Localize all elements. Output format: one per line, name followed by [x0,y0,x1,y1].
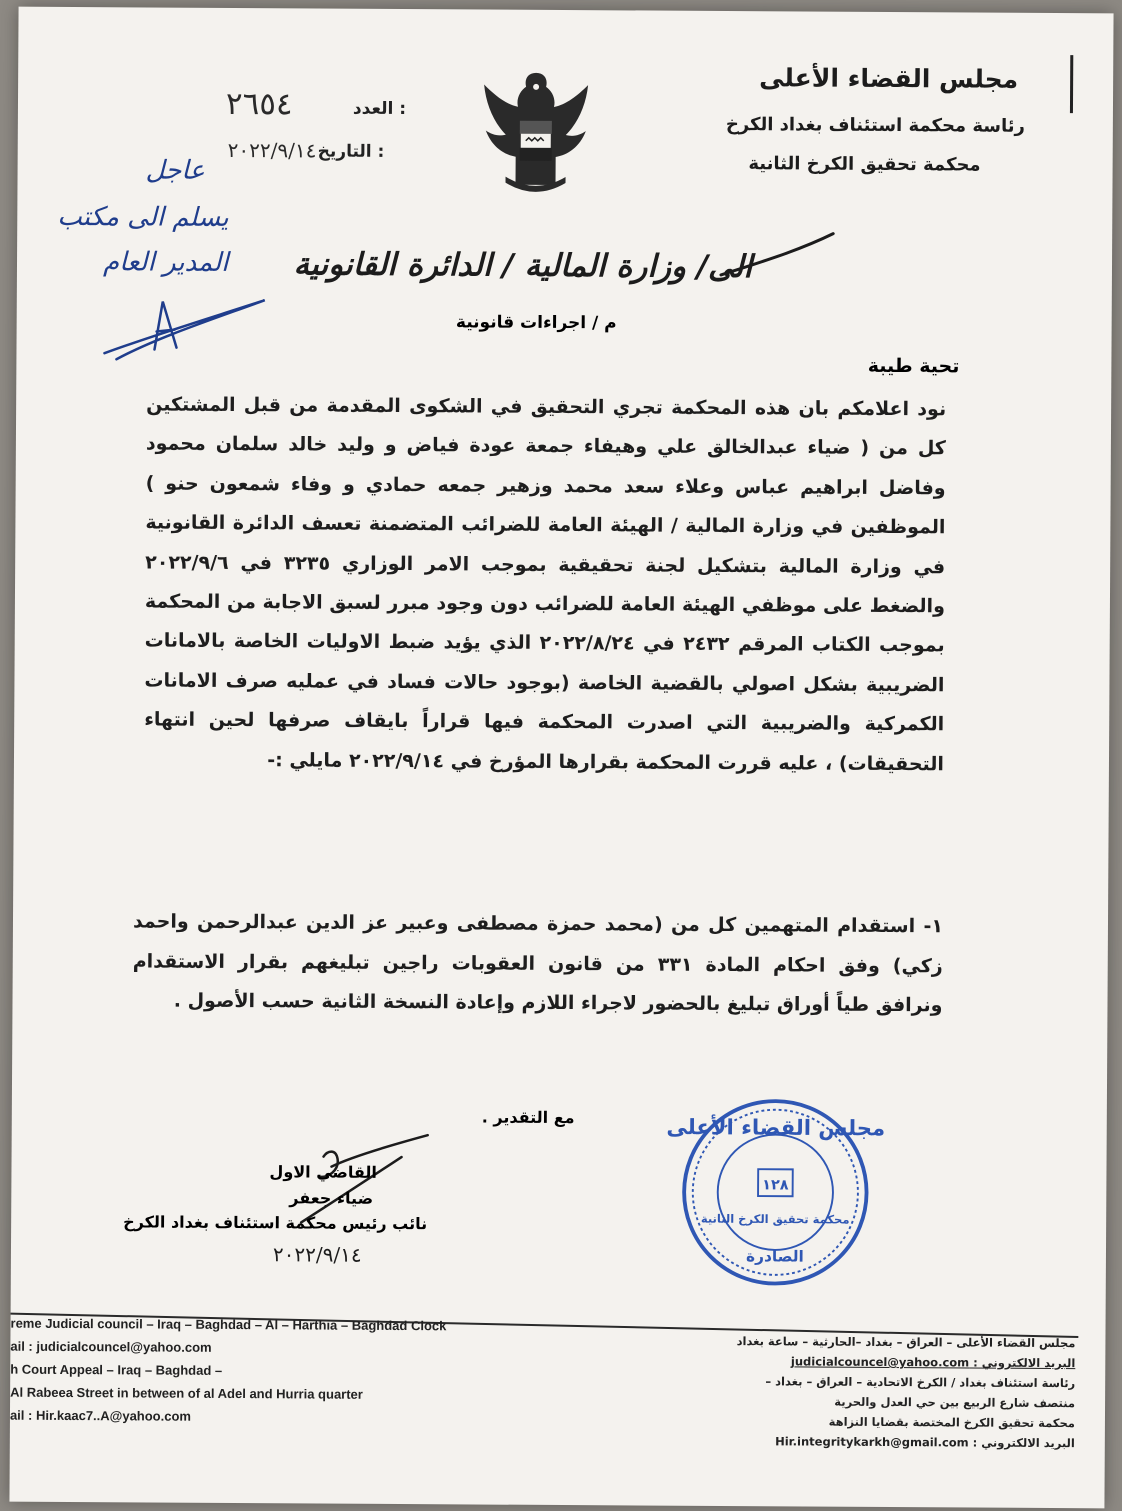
document-page [9,7,1113,1509]
footer-en-line5: ail : Hir.kaac7..A@yahoo.com [9,1407,192,1424]
signature-date: ٢٠٢٢/٩/١٤ [272,1242,362,1267]
footer-ar-line4: منتصف شارع الربيع بين حي العدل والحرية [834,1394,1076,1411]
footer-ar-line5: محكمة تحقيق الكرخ المختصة بقضايا النزاهة [828,1414,1075,1431]
handwritten-urgent: عاجل [145,155,205,186]
stamp-inner-text: محكمة تحقيق الكرخ الثانية [700,1211,850,1227]
date-label: التاريخ : [317,141,385,162]
stamp-bottom-text: الصادرة [746,1247,804,1266]
decision-items [132,902,943,1025]
addressee: الى/ وزارة المالية / الدائرة القانونية [293,246,753,286]
footer-english [10,1312,551,1430]
subject: م / اجراءات قانونية [455,312,617,334]
court-name-line1: رئاسة محكمة استئناف بغداد الكرخ [725,113,1025,137]
closing-regards: مع التقدير . [481,1107,575,1128]
iraq-eagle-emblem [475,64,596,200]
signer-position: نائب رئيس محكمة استئناف بغداد الكرخ [123,1212,428,1234]
footer-en-line1: reme Judicial council – Iraq – Baghdad – Al – Harthia – Baghdad Clock [10,1315,447,1334]
number-label: العدد : [352,98,407,120]
handwritten-deliver: يسلم الى مكتب [57,201,229,233]
signer-name: ضياء جعفر [289,1188,374,1208]
edge-mark [1070,55,1073,113]
number-value: ٢٦٥٤ [225,85,293,123]
footer-en-line3: h Court Appeal – Iraq – Baghdad – [10,1361,223,1378]
footer-arabic [605,1330,1076,1453]
court-name-line2: محكمة تحقيق الكرخ الثانية [748,153,981,176]
signer-title: القاضي الاول [269,1162,377,1182]
council-name: مجلس القضاء الأعلى [759,63,1019,94]
footer-ar-line3: رئاسة استئناف بغداد / الكرخ الاتحادية – العراق – بغداد – [765,1374,1076,1391]
greeting: تحية طيبة [867,354,960,378]
decision-item-1: ١- استقدام المتهمين كل من (محمد حمزة مصطفى وعبير عز الدين عبدالرحمن واحمد زكي) وفق احكام المادة ٣٣١ من قانون العقوبات راجين تبليغهم بقرار الاستقدام ونرافق طياً أوراق تبليغ بالحضور لاجراء اللازم وإعادة النسخة الثانية حسب الأصول . [132,910,944,1017]
letter-body: نود اعلامكم بان هذه المحكمة تجري التحقيق في الشكوى المقدمة من قبل المشتكين كل من ( ضياء عبدالخالق علي وهيفاء جمعة عودة فياض و وليد خالد سلمان محمود وفاضل ابراهيم عباس وعلاء سعد محمد وزهير جمعه حمادي و وفاء شمعون حنو ) الموظفين في وزارة المالية / الهيئة العامة للضرائب المتضمنة تعسف الدائرة القانونية في وزارة المالية بتشكيل لجنة تحقيقية بموجب الامر الوزاري ٣٢٣٥ في ٢٠٢٢/٩/٦ والضغط على موظفي الهيئة العامة للضرائب دون وجود مبرر لسبق الاجابة من المحكمة بموجب الكتاب المرقم ٢٤٣٢ في ٢٠٢٢/٨/٢٤ الذي يؤيد ضبط الاوليات الخاصة بالامانات الضريبية بشكل اصولي بالقضية الخاصة (بوجود حالات فساد في عمليه صرف الامانات الكمركية والضريبية التي اصدرت المحكمة فيها قراراً بايقاف صرفها لحين انتهاء التحقيقات) ، عليه قررت المحكمة بقرارها المؤرخ في ٢٠٢٢/٩/١٤ مايلي :- [144,393,947,775]
stamp-outer-text: مجلس القضاء الأعلى [666,1114,886,1141]
date-value: ٢٠٢٢/٩/١٤ [227,137,317,163]
footer-ar-line6: البريد الالكتروني : Hir.integritykarkh@gmail.com [775,1434,1075,1451]
handwritten-initials [96,287,276,368]
footer-en-line2: ail : judicialcouncel@yahoo.com [10,1338,212,1355]
footer-ar-line2: البريد الالكتروني : judicialcouncel@yahoo.com [790,1354,1076,1371]
handwritten-director: المدير العام [102,247,229,278]
footer-ar-line1: مجلس القضاء الأعلى – العراق – بغداد –الحارثية – ساعة بغداد [736,1334,1076,1351]
court-stamp [666,1096,886,1289]
footer-en-line4: Al Rabeea Street in between of al Adel and Hurria quarter [10,1384,363,1402]
stamp-center-text: ١٢٨ [762,1177,789,1194]
